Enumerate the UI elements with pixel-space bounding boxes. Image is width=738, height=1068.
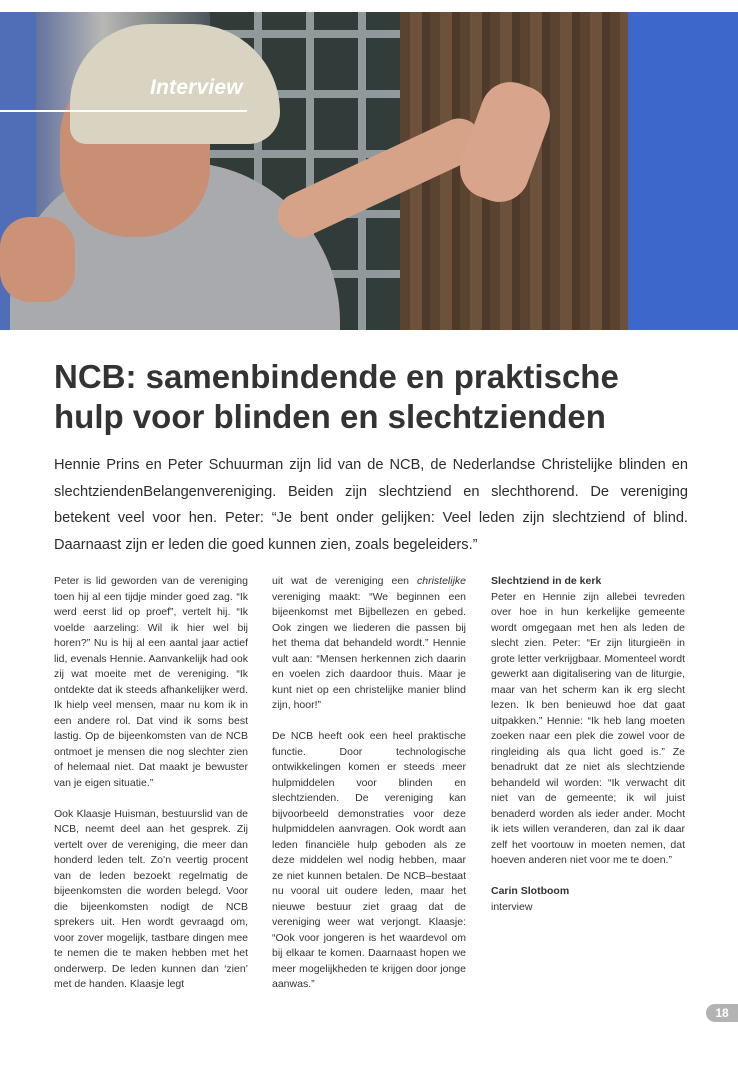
header-photo <box>0 12 738 330</box>
column-1 <box>54 574 248 993</box>
paragraph: Ook Klaasje Huisman, bestuurslid van de NCB, neemt deel aan het gesprek. Zij vertelt over de vereniging, die meer dan honderd leden telt. Zo’n veertig procent van de leden bezoekt regelmatig de bijeenkomsten die worden belegd. Voor die bijeenkomsten nodigt de NCB sprekers uit. Hen wordt gevraagd om, voor zover mogelijk, tastbare dingen mee te nemen die te maken hebben met het onderwerp. De leden kunnen dan ‘zien’ met de handen. Klaasje legt <box>54 807 248 990</box>
author-role: interview <box>491 900 533 913</box>
emphasis: christelijke <box>416 575 466 587</box>
text-span: vereniging maakt: “We beginnen een bijeenkomst met Bijbellezen en gebed. Ook zingen we liederen die passen bij het thema dat behandeld wordt.” Hennie vult aan: “Mensen herkennen zich daarin en voelen zich daardoor thuis. Maar je kunt niet op een christelijke manier blind zijn, hoor!” <box>272 590 466 711</box>
article-intro: Hennie Prins en Peter Schuurman zijn lid van de NCB, de Nederlandse Christelijke blinden en slechtziendenBelangenvereniging. Beiden zijn slechtziend en slechthorend. De vereniging betekent veel voor hen. Peter: “Je bent onder gelijken: Veel leden zijn slechtziend of blind. Daarnaast zijn er leden die goed kunnen zien, zoals begeleiders.” <box>54 457 688 553</box>
page-number: 18 <box>706 1004 738 1022</box>
paragraph: De NCB heeft ook een heel praktische functie. Door technologische ontwikkelingen komen er steeds meer hulpmiddelen voor blinden en slechtzienden. De vereniging kan bijvoorbeeld demonstraties voor deze hulpmiddelen aanvragen. Ook wordt aan leden financiële hulp geboden als ze deze middelen wel nodig hebben, maar ze niet kunnen betalen. De NCB–bestaat nu vooral uit oudere leden, maar het nieuwe bestuur ziet graag dat de vereniging weer wat verjongt. Klaasje: “Ook voor jongeren is het waardevol om bij elkaar te komen. Daarnaast hopen we meer mogelijkheden te krijgen door jonge aanwas.” <box>272 730 466 990</box>
subheading: Slechtziend in de kerk <box>491 575 602 587</box>
paragraph: Peter en Hennie zijn allebei tevreden over hoe in hun kerkelijke gemeente wordt omgegaan met hen als leden de slecht zien. Peter: “Er zijn liturgieën in grote letter verkrijgbaar. Momenteel wordt gewerkt aan digitalisering van de liturgie, maar van het scherm kan ik erg slecht lezen. Ik ben benieuwd hoe dat gaat uitpakken.” Hennie: “Ik heb lang moeten zoeken naar een plek die zowel voor de ringleiding als qua licht goed is.” Ze benadrukt dat ze niet als slechtziende behandeld wil worden: “Ik verwacht dit niet van de gemeente; ik wil juist benaderd worden als ieder ander. Mocht ik iets willen veranderen, dan zal ik daar zelf het voortouw in moeten nemen, dat hoeven anderen niet voor me te doen.” <box>491 590 685 866</box>
text-span: uit wat de vereniging een <box>272 575 417 587</box>
article-title <box>54 357 714 437</box>
paragraph: Peter is lid geworden van de vereniging toen hij al een tijdje minder goed zag. “Ik werd eerst lid op proef”, vertelt hij. “Ik voelde aarzeling: Wil ik hier wel bij horen?” Nu is hij al een aantal jaar actief lid, evenals Hennie. Aanvankelijk had ook zij wat moeite met de vereniging. “Ik ontdekte dat ik steeds afhankelijker werd. Ik hielp veel mensen, maar nu kom ik in een andere rol. Dat vind ik soms best lastig. Op de bijeenkomsten van de NCB ontmoet je mensen die nog slechter zien of helemaal niet. Dat maakt je bewuster van je eigen situatie.” <box>54 575 248 789</box>
section-label: Interview <box>150 76 243 99</box>
title-line-1: NCB: samenbindende en praktische <box>54 358 619 395</box>
photo-guide-hand <box>0 217 75 302</box>
photo-blue-wall-right <box>628 12 738 330</box>
column-3 <box>491 574 685 915</box>
title-line-2: hulp voor blinden en slechtzienden <box>54 398 606 435</box>
author-name: Carin Slotboom <box>491 885 570 897</box>
section-rule <box>0 110 247 112</box>
column-2 <box>272 574 466 993</box>
paragraph <box>272 574 466 714</box>
